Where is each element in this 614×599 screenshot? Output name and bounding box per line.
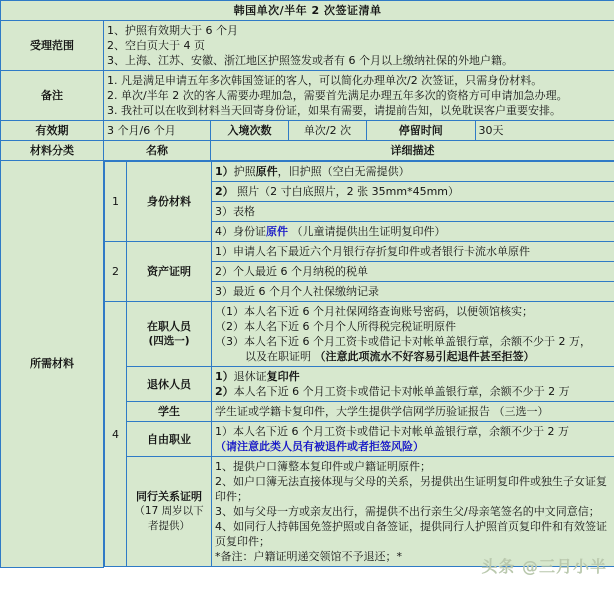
scope-label: 受理范围 <box>1 21 104 71</box>
page-title: 韩国单次/半年 2 次签证清单 <box>1 1 614 21</box>
section-row-1 <box>105 162 614 182</box>
detail-text-wrap <box>215 349 612 364</box>
remarks-label: 备注 <box>1 71 104 121</box>
materials-body-row <box>1 161 614 568</box>
stay-label: 停留时间 <box>367 121 475 140</box>
detail-cell: 1）申请人名下最近六个月银行存折复印件或者银行卡流水单原件 <box>212 242 614 262</box>
detail-cell: 学生证或学籍卡复印件，大学生提供学信网学历验证报告 （三选一） <box>212 402 614 422</box>
remarks-item-1: 1. 凡是满足申请五年多次韩国签证的客人，可以简化办理单次/2 次签证，只需身份材料。 <box>107 74 543 87</box>
detail-text: 2） <box>215 185 234 198</box>
detail-cell <box>212 302 614 367</box>
detail-text: 1、提供户口簿整本复印件或户籍证明原件； <box>215 460 431 473</box>
detail-text: 4）身份证 <box>215 225 266 238</box>
group-name-companion <box>127 457 212 567</box>
detail-text-wrap <box>215 384 612 399</box>
group-name-retired: 退休人员 <box>127 367 212 402</box>
detail-text-emphasis: （注意此项流水不好容易引起退件甚至拒签） <box>314 350 535 363</box>
entries-label: 入境次数 <box>211 121 289 141</box>
detail-cell <box>212 222 614 242</box>
entries-value: 单次/2 次 <box>289 121 367 141</box>
scope-row <box>1 21 614 71</box>
detail-text: 护照 <box>233 165 256 178</box>
detail-text: 退休证 <box>233 370 267 383</box>
remarks-item-2: 2. 单次/半年 2 次的客人需要办理加急，需要首先满足办理五年多次的资格方可申请加急办理。 <box>107 89 568 102</box>
remarks-item-3: 3. 我社可以在收到材料当天回寄身份证，如果有需要，请提前告知，以免耽误客户重要安排。 <box>107 104 561 117</box>
section-no-4: 4 <box>105 302 127 567</box>
detail-text: （3）本人名下近 6 个月工资卡或借记卡对帐单盖银行章，余额不少于 2 万， <box>215 335 591 348</box>
detail-text: 1）本人名下近 6 个月工资卡或借记卡对帐单盖银行章，余额不少于 2 万 <box>215 425 569 438</box>
detail-text: 照片（2 寸白底照片，2 张 35mm*45mm） <box>233 185 459 198</box>
detail-cell: 2）个人最近 6 个月纳税的税单 <box>212 262 614 282</box>
detail-text: （1）本人名下近 6 个月社保网络查询账号密码，以便领馆核实； <box>215 305 533 318</box>
header-name: 名称 <box>104 141 211 161</box>
header-category: 材料分类 <box>1 141 104 161</box>
detail-text: 2） <box>215 385 234 398</box>
section-no-2: 2 <box>105 242 127 302</box>
group-sublabel: （17 周岁以下者提供） <box>134 505 204 532</box>
section-no-1: 1 <box>105 162 127 242</box>
header-description: 详细描述 <box>211 141 614 161</box>
detail-text-emphasis: 复印件 <box>266 370 300 383</box>
group-row-retired <box>105 367 614 402</box>
materials-inner-table <box>104 161 614 567</box>
detail-cell: 3）表格 <box>212 202 614 222</box>
section-row-2 <box>105 242 614 262</box>
group-row-freelance <box>105 422 614 457</box>
group-label: 在职人员 <box>147 320 191 333</box>
detail-text: 原件 <box>255 165 278 178</box>
detail-text: ，旧护照（空白无需提供） <box>277 165 410 178</box>
detail-cell <box>212 457 614 567</box>
materials-body-cell <box>104 161 614 568</box>
detail-cell <box>212 422 614 457</box>
materials-category-label: 所需材料 <box>1 161 104 568</box>
group-name-freelance: 自由职业 <box>127 422 212 457</box>
title-row <box>1 1 614 21</box>
group-row-student <box>105 402 614 422</box>
detail-cell: 3）最近 6 个月个人社保缴纳记录 <box>212 282 614 302</box>
detail-text: （儿童请提供出生证明复印件） <box>288 225 446 238</box>
detail-text-highlight: 原件 <box>266 225 288 238</box>
detail-text: *备注：户籍证明递交领馆不予退还；* <box>215 550 402 563</box>
scope-item-3: 3、上海、江苏、安徽、浙江地区护照签发或者有 6 个月以上缴纳社保的外地户籍。 <box>107 54 513 67</box>
materials-header-row <box>1 141 614 161</box>
stay-value: 30天 <box>475 121 614 140</box>
detail-cell <box>212 367 614 402</box>
group-name-student: 学生 <box>127 402 212 422</box>
detail-text: 4、如同行人持韩国免签护照或自备签证，提供同行人护照首页复印件和有效签证页复印件； <box>215 520 607 548</box>
remarks-content <box>104 71 614 121</box>
detail-text-highlight: （请注意此类人员有被退件或者拒签风险） <box>215 440 424 453</box>
validity-row <box>1 121 614 141</box>
section-row-4 <box>105 302 614 367</box>
detail-text: 3、如与父母一方或亲友出行，需提供不出行亲生父/母亲笔签名的中文同意信； <box>215 505 600 518</box>
group-sublabel: (四选一) <box>148 335 190 347</box>
scope-content <box>104 21 614 71</box>
detail-text: 1） <box>215 370 234 383</box>
detail-text: 2、如户口簿无法直接体现与父母的关系，另提供出生证明复印件或独生子女证复印件； <box>215 475 607 503</box>
section-name-2: 资产证明 <box>127 242 212 302</box>
detail-text-wrap <box>215 369 612 384</box>
validity-label: 有效期 <box>1 121 104 141</box>
group-label: 同行关系证明 <box>136 490 202 503</box>
detail-text: （2）本人名下近 6 个月个人所得税完税证明原件 <box>215 320 456 333</box>
detail-row <box>212 162 614 182</box>
scope-item-1: 1、护照有效期大于 6 个月 <box>107 24 238 37</box>
detail-text: 本人名下近 6 个月工资卡或借记卡对帐单盖银行章，余额不少于 2 万 <box>233 385 570 398</box>
scope-item-2: 2、空白页大于 4 页 <box>107 39 205 52</box>
detail-text: 以及在职证明 <box>245 350 315 363</box>
watermark: 头条 @三月小半 <box>481 557 607 576</box>
stay-cell <box>367 121 614 141</box>
validity-value: 3 个月/6 个月 <box>104 121 211 141</box>
section-name-1: 身份材料 <box>127 162 212 242</box>
group-row-companion <box>105 457 614 567</box>
remarks-row <box>1 71 614 121</box>
detail-cell <box>212 182 614 202</box>
group-name-employed <box>127 302 212 367</box>
detail-text: 1） <box>215 165 234 178</box>
